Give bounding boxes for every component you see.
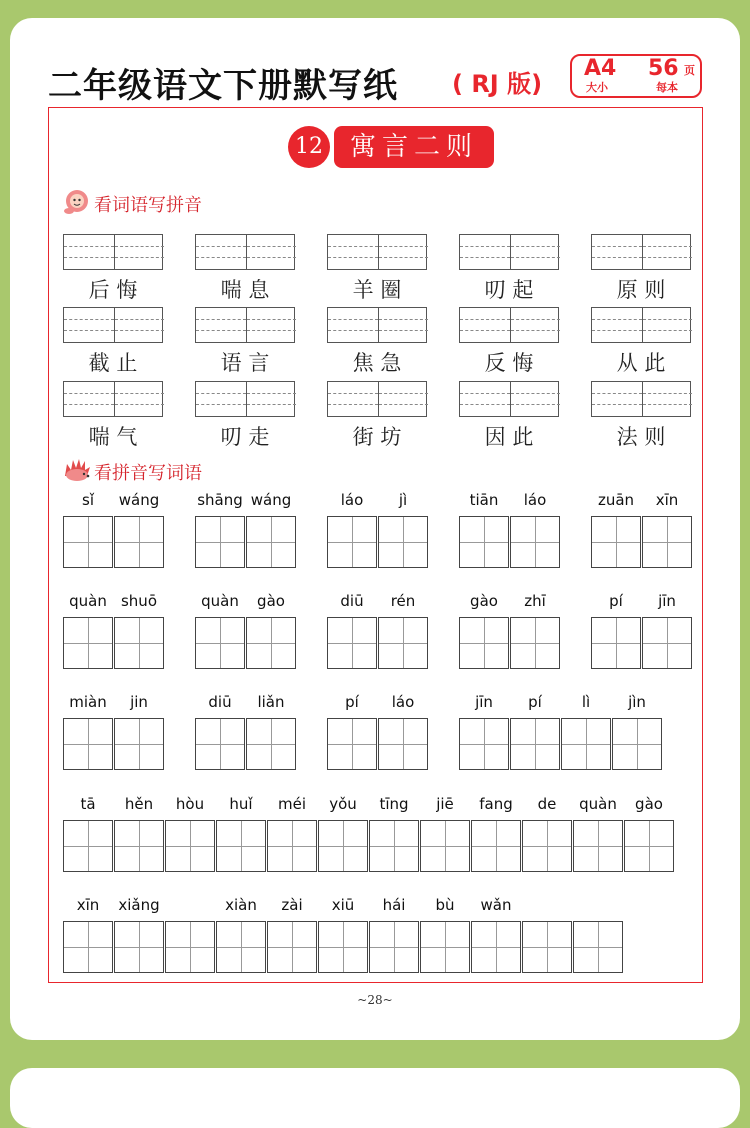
pinyin-syllable: jin — [130, 693, 148, 711]
pinyin-box-cell — [510, 308, 560, 342]
guide-line — [328, 393, 378, 394]
character-writing-cell[interactable] — [591, 516, 641, 568]
pinyin-syllable: wáng — [250, 491, 292, 509]
pinyin-syllable: bù — [435, 896, 455, 914]
pinyin-syllable: rén — [390, 592, 416, 610]
guide-line — [460, 393, 510, 394]
pinyin-syllable: láo — [391, 693, 415, 711]
guide-line — [196, 393, 246, 394]
pinyin-syllable: jìn — [628, 693, 646, 711]
pinyin-syllable: xīn — [76, 896, 100, 914]
guide-line — [115, 257, 164, 258]
pinyin-syllable: de — [537, 795, 557, 813]
guide-line — [460, 257, 510, 258]
character-writing-cell[interactable] — [195, 516, 245, 568]
guide-line — [196, 246, 246, 247]
pinyin-syllable: jīn — [475, 693, 493, 711]
pinyin-writing-box[interactable] — [591, 381, 691, 417]
pinyin-syllable: xiū — [331, 896, 355, 914]
guide-line — [196, 319, 246, 320]
vocabulary-word: 街 坊 — [352, 425, 402, 449]
character-writing-cell[interactable] — [327, 718, 377, 770]
character-writing-cell[interactable] — [510, 516, 560, 568]
character-writing-cell[interactable] — [612, 718, 662, 770]
guide-line — [592, 404, 642, 405]
pinyin-syllable: miàn — [69, 693, 107, 711]
character-writing-cell[interactable] — [420, 820, 470, 872]
character-writing-cell[interactable] — [63, 516, 113, 568]
pinyin-syllable: hái — [382, 896, 406, 914]
pinyin-box-cell — [328, 308, 378, 342]
pinyin-box-cell — [642, 235, 692, 269]
character-writing-cell[interactable] — [318, 921, 368, 973]
character-writing-cell[interactable] — [420, 921, 470, 973]
vocabulary-word: 法 则 — [616, 425, 666, 449]
character-writing-cell[interactable] — [63, 921, 113, 973]
pinyin-syllable: hòu — [175, 795, 205, 813]
pinyin-box-cell — [196, 235, 246, 269]
pinyin-syllable: jì — [398, 491, 408, 509]
guide-line — [328, 404, 378, 405]
vocabulary-word: 叨 起 — [484, 278, 534, 302]
pinyin-box-cell — [378, 235, 428, 269]
guide-line — [592, 319, 642, 320]
character-writing-cell[interactable] — [591, 617, 641, 669]
pinyin-box-cell — [196, 308, 246, 342]
pinyin-box-cell — [460, 235, 510, 269]
character-writing-cell[interactable] — [165, 921, 215, 973]
pinyin-syllable: gào — [470, 592, 498, 610]
pinyin-box-cell — [510, 235, 560, 269]
character-writing-cell[interactable] — [327, 617, 377, 669]
pinyin-syllable: pí — [609, 592, 623, 610]
pinyin-writing-box[interactable] — [459, 307, 559, 343]
vocabulary-word: 反 悔 — [484, 351, 534, 375]
pinyin-box-cell — [378, 382, 428, 416]
pinyin-box-cell — [328, 235, 378, 269]
vocabulary-word: 原 则 — [616, 278, 666, 302]
pinyin-syllable: pí — [528, 693, 542, 711]
guide-line — [460, 319, 510, 320]
character-writing-cell[interactable] — [114, 718, 164, 770]
guide-line — [460, 404, 510, 405]
guide-line — [115, 319, 164, 320]
character-writing-cell[interactable] — [369, 820, 419, 872]
character-writing-cell[interactable] — [63, 718, 113, 770]
vocabulary-word: 焦 急 — [352, 351, 402, 375]
character-writing-cell[interactable] — [114, 516, 164, 568]
character-writing-cell[interactable] — [114, 820, 164, 872]
guide-line — [379, 404, 428, 405]
pinyin-box-cell — [460, 308, 510, 342]
guide-line — [247, 393, 296, 394]
pinyin-box-cell — [378, 308, 428, 342]
guide-line — [460, 246, 510, 247]
pinyin-writing-box[interactable] — [195, 234, 295, 270]
guide-line — [643, 257, 692, 258]
guide-line — [460, 330, 510, 331]
pinyin-syllable: méi — [277, 795, 306, 813]
lesson-title: 寓言二则 — [334, 126, 494, 168]
pinyin-writing-box[interactable] — [459, 381, 559, 417]
guide-line — [511, 319, 560, 320]
pinyin-syllable: quàn — [201, 592, 239, 610]
guide-line — [643, 393, 692, 394]
pinyin-syllable: láo — [340, 491, 364, 509]
pinyin-syllable: huǐ — [229, 795, 253, 813]
pinyin-box-cell — [328, 382, 378, 416]
pinyin-syllable: láo — [523, 491, 547, 509]
pinyin-box-cell — [64, 235, 114, 269]
pinyin-box-cell — [592, 382, 642, 416]
character-writing-cell[interactable] — [216, 921, 266, 973]
guide-line — [511, 257, 560, 258]
pinyin-box-cell — [510, 382, 560, 416]
character-writing-cell[interactable] — [459, 718, 509, 770]
pinyin-box-cell — [642, 382, 692, 416]
vocabulary-word: 喘 气 — [88, 425, 138, 449]
character-writing-cell[interactable] — [114, 617, 164, 669]
guide-line — [379, 319, 428, 320]
pinyin-syllable: lì — [581, 693, 591, 711]
character-writing-cell[interactable] — [378, 617, 428, 669]
guide-line — [592, 393, 642, 394]
pinyin-writing-box[interactable] — [327, 234, 427, 270]
pinyin-writing-box[interactable] — [459, 234, 559, 270]
character-writing-cell[interactable] — [459, 617, 509, 669]
badge-pages: 56 — [648, 56, 679, 81]
pinyin-syllable: diū — [208, 693, 232, 711]
character-writing-cell[interactable] — [195, 718, 245, 770]
guide-line — [379, 330, 428, 331]
guide-line — [115, 246, 164, 247]
pinyin-writing-box[interactable] — [591, 234, 691, 270]
guide-line — [247, 246, 296, 247]
vocabulary-word: 语 言 — [220, 351, 270, 375]
page-title: 二年级语文下册默写纸 — [48, 66, 398, 106]
pinyin-box-cell — [114, 235, 164, 269]
guide-line — [328, 330, 378, 331]
pinyin-syllable: sǐ — [82, 491, 94, 509]
guide-line — [328, 257, 378, 258]
pinyin-syllable: gào — [257, 592, 285, 610]
pinyin-syllable: zhī — [524, 592, 546, 610]
guide-line — [247, 330, 296, 331]
pinyin-box-cell — [64, 308, 114, 342]
vocabulary-word: 因 此 — [484, 425, 534, 449]
character-writing-cell[interactable] — [63, 820, 113, 872]
pinyin-writing-box[interactable] — [591, 307, 691, 343]
pinyin-syllable: wǎn — [480, 896, 512, 914]
character-writing-cell[interactable] — [369, 921, 419, 973]
character-writing-cell[interactable] — [327, 516, 377, 568]
vocabulary-word: 截 止 — [88, 351, 138, 375]
section-words-to-pinyin-label: 看词语写拼音 — [94, 195, 202, 216]
pinyin-writing-box[interactable] — [327, 307, 427, 343]
guide-line — [328, 319, 378, 320]
character-writing-cell[interactable] — [216, 820, 266, 872]
badge-pages-label: 每本 — [656, 81, 678, 94]
pinyin-box-cell — [114, 308, 164, 342]
character-writing-cell[interactable] — [246, 617, 296, 669]
character-writing-cell[interactable] — [63, 617, 113, 669]
character-writing-cell[interactable] — [378, 516, 428, 568]
guide-line — [64, 257, 114, 258]
guide-line — [511, 393, 560, 394]
character-writing-cell[interactable] — [573, 820, 623, 872]
pinyin-box-cell — [246, 308, 296, 342]
character-writing-cell[interactable] — [510, 718, 560, 770]
character-writing-cell[interactable] — [642, 617, 692, 669]
character-writing-cell[interactable] — [246, 516, 296, 568]
guide-line — [328, 246, 378, 247]
character-writing-cell[interactable] — [642, 516, 692, 568]
character-writing-cell[interactable] — [510, 617, 560, 669]
guide-line — [64, 393, 114, 394]
pinyin-writing-box[interactable] — [195, 381, 295, 417]
pinyin-box-cell — [592, 308, 642, 342]
character-writing-cell[interactable] — [114, 921, 164, 973]
pinyin-syllable: xiǎng — [118, 896, 160, 914]
pinyin-box-cell — [246, 235, 296, 269]
character-writing-cell[interactable] — [522, 820, 572, 872]
pinyin-syllable: shuō — [120, 592, 157, 610]
pinyin-syllable: gào — [635, 795, 663, 813]
hedgehog-icon — [62, 456, 92, 484]
guide-line — [196, 330, 246, 331]
pinyin-box-cell — [64, 382, 114, 416]
guide-line — [247, 404, 296, 405]
character-writing-cell[interactable] — [378, 718, 428, 770]
pinyin-writing-box[interactable] — [195, 307, 295, 343]
guide-line — [592, 257, 642, 258]
pinyin-syllable: xiàn — [225, 896, 257, 914]
pinyin-syllable: quàn — [69, 592, 107, 610]
character-writing-cell[interactable] — [165, 820, 215, 872]
pinyin-box-cell — [592, 235, 642, 269]
character-writing-cell[interactable] — [522, 921, 572, 973]
guide-line — [511, 330, 560, 331]
guide-line — [115, 330, 164, 331]
pinyin-box-cell — [642, 308, 692, 342]
pinyin-syllable: hěn — [124, 795, 154, 813]
vocabulary-word: 喘 息 — [220, 278, 270, 302]
guide-line — [643, 246, 692, 247]
badge-size-label: 大小 — [586, 81, 608, 94]
character-writing-cell[interactable] — [561, 718, 611, 770]
pinyin-syllable: zuān — [597, 491, 635, 509]
guide-line — [592, 246, 642, 247]
pinyin-writing-box[interactable] — [63, 234, 163, 270]
pinyin-box-cell — [460, 382, 510, 416]
guide-line — [379, 393, 428, 394]
guide-line — [64, 246, 114, 247]
guide-line — [64, 330, 114, 331]
character-writing-cell[interactable] — [195, 617, 245, 669]
pinyin-syllable: yǒu — [329, 795, 357, 813]
pinyin-syllable: diū — [340, 592, 364, 610]
pinyin-writing-box[interactable] — [327, 381, 427, 417]
pinyin-writing-box[interactable] — [63, 307, 163, 343]
guide-line — [643, 319, 692, 320]
badge-size: A4 — [584, 56, 617, 81]
pinyin-syllable: zài — [281, 896, 303, 914]
pinyin-syllable: wáng — [118, 491, 160, 509]
character-writing-cell[interactable] — [246, 718, 296, 770]
vocabulary-word: 后 悔 — [88, 278, 138, 302]
pinyin-syllable: shāng — [197, 491, 243, 509]
paper-badge — [570, 54, 702, 98]
guide-line — [511, 246, 560, 247]
character-writing-cell[interactable] — [267, 921, 317, 973]
pinyin-syllable: tiān — [469, 491, 499, 509]
pinyin-syllable: liǎn — [257, 693, 285, 711]
pinyin-box-cell — [114, 382, 164, 416]
pinyin-syllable: xīn — [655, 491, 679, 509]
guide-line — [64, 319, 114, 320]
pinyin-syllable: fang — [479, 795, 513, 813]
character-writing-cell[interactable] — [624, 820, 674, 872]
guide-line — [247, 257, 296, 258]
character-writing-cell[interactable] — [267, 820, 317, 872]
pinyin-box-cell — [196, 382, 246, 416]
pinyin-syllable: tā — [80, 795, 96, 813]
guide-line — [379, 246, 428, 247]
character-writing-cell[interactable] — [471, 921, 521, 973]
guide-line — [115, 393, 164, 394]
guide-line — [247, 319, 296, 320]
next-page-edge — [10, 1068, 740, 1128]
pinyin-syllable: quàn — [579, 795, 617, 813]
guide-line — [643, 330, 692, 331]
pinyin-syllable: jiē — [436, 795, 454, 813]
vocabulary-word: 羊 圈 — [352, 278, 402, 302]
badge-pages-unit: 页 — [684, 64, 695, 77]
pinyin-syllable: pí — [345, 693, 359, 711]
pinyin-syllable: jīn — [658, 592, 676, 610]
character-writing-cell[interactable] — [459, 516, 509, 568]
section-pinyin-to-words-label: 看拼音写词语 — [94, 463, 202, 484]
guide-line — [511, 404, 560, 405]
character-writing-cell[interactable] — [471, 820, 521, 872]
character-writing-cell[interactable] — [573, 921, 623, 973]
lion-icon — [62, 188, 92, 216]
pinyin-box-cell — [246, 382, 296, 416]
page-number: ~28~ — [357, 993, 393, 1007]
lesson-number: 12 — [288, 126, 330, 168]
guide-line — [64, 404, 114, 405]
guide-line — [196, 257, 246, 258]
character-writing-cell[interactable] — [318, 820, 368, 872]
guide-line — [592, 330, 642, 331]
guide-line — [643, 404, 692, 405]
pinyin-syllable: tīng — [379, 795, 409, 813]
edition-label: ( RJ 版) — [452, 70, 543, 98]
pinyin-writing-box[interactable] — [63, 381, 163, 417]
vocabulary-word: 叨 走 — [220, 425, 270, 449]
guide-line — [115, 404, 164, 405]
guide-line — [196, 404, 246, 405]
vocabulary-word: 从 此 — [616, 351, 666, 375]
guide-line — [379, 257, 428, 258]
